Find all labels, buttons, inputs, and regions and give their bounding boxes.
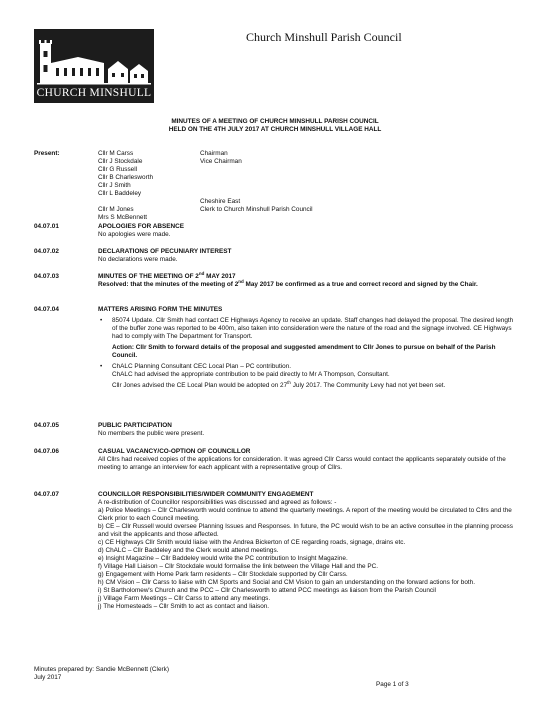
member-name: Cllr G Russell: [98, 166, 138, 173]
action-text: Action: Cllr Smith to forward details of the proposal and suggested amendment to Cllr Jones to pursue on behalf of the Parish Council.: [112, 344, 496, 359]
responsibility-line: e) Insight Magazine – Cllr Baddeley would write the PC contribution to Insight Magazine.: [98, 555, 348, 562]
responsibility-line: j) The Homesteads – Cllr Smith to act as contact and liaison.: [98, 603, 270, 610]
member-role: Chairman: [200, 150, 228, 157]
prepared-by: Minutes prepared by: Sandie McBennett (Clerk): [34, 666, 169, 673]
bullet-highways-update: • 85074 Update. Cllr Smith had contact CE Highways Agency to receive an update. Staff changes had delayed the proposal. The desired length of the buffer zone was reported to be 400m, also taken into consideration were the nature of the road and the signage involved. CE Highways had to comply with The Department for Transport.: [98, 317, 516, 341]
responsibility-line: b) CE – Cllr Russell would oversee Planning Issues and Responses. In future, the PC would wish to be an active consultee in the planning process and visit the applicants and those affected.: [98, 523, 513, 538]
item-number: 04.07.02: [34, 248, 59, 255]
present-label: Present:: [34, 150, 60, 157]
page-number: Page 1 of 3: [376, 681, 409, 688]
item-number: 04.07.03: [34, 273, 59, 280]
item-text: All Cllrs had received copies of the applications for consideration. It was agreed Cllr Carss would contact the applicants separately outside of the meeting to arrange an interview for each applicant with a representative group of Cllrs.: [98, 456, 506, 471]
member-name: Cllr J Smith: [98, 182, 131, 189]
item-text: No declarations were made.: [98, 256, 178, 263]
member-name: Cllr L Baddeley: [98, 190, 142, 197]
resolution-text: Resolved: that the minutes of the meeting of 2nd May 2017 be confirmed as a true and correct record and signed by the Chair.: [98, 278, 478, 288]
item-number: 04.07.01: [34, 223, 59, 230]
item-number: 04.07.05: [34, 422, 59, 429]
responsibility-line: d) ChALC – Cllr Baddeley and the Clerk would attend meetings.: [98, 547, 279, 554]
council-name: Church Minshull Parish Council: [246, 30, 402, 44]
item-heading: APOLOGIES FOR ABSENCE: [98, 223, 185, 230]
present-roles: [200, 150, 400, 214]
item-number: 04.07.07: [34, 491, 59, 498]
responsibility-line: i) St Bartholomew's Church and the PCC – Cllr Charlesworth to attend PCC meetings as liaison from the Parish Council: [98, 587, 436, 594]
member-role: Vice Chairman: [200, 158, 242, 165]
responsibility-line: g) Engagement with Home Park farm residents – Cllr Stockdale supported by Cllr Carss.: [98, 571, 348, 578]
footer: [34, 666, 169, 682]
title-line-1: MINUTES OF A MEETING OF CHURCH MINSHULL PARISH COUNCIL: [171, 118, 379, 125]
local-plan-more: Cllr Jones advised the CE Local Plan would be adopted on 27th July 2017. The Community Levy had not yet been set.: [112, 379, 446, 389]
logo-text: CHURCH MINSHULL: [36, 86, 152, 99]
member-name: Cllr B Charlesworth: [98, 174, 154, 181]
responsibility-line: c) CE Highways Cllr Smith would liaise with the Andrea Bickerton of CE regarding roads, signage, drains etc.: [98, 539, 406, 546]
item-text: No members the public were present.: [98, 430, 205, 437]
item-heading: MATTERS ARISING FORM THE MINUTES: [98, 306, 223, 313]
item-text: No apologies were made.: [98, 231, 171, 238]
other-role: Cheshire East: [200, 198, 241, 205]
other-role: Clerk to Church Minshull Parish Council: [200, 206, 313, 213]
other-name: Cllr M Jones: [98, 206, 134, 213]
minutes-title: [120, 118, 430, 134]
footer-date: July 2017: [34, 674, 62, 681]
church-minshull-logo: [34, 29, 154, 103]
responsibility-line: a) Police Meetings – Cllr Charlesworth would continue to attend the quarterly meetings. A report of the meeting would be circulated to Cllrs and the Clerk prior to each Council meeting.: [98, 507, 512, 522]
title-line-2: HELD ON THE 4TH JULY 2017 AT CHURCH MINSHULL VILLAGE HALL: [168, 126, 382, 133]
responsibility-line: h) CM Vision – Cllr Carss to liaise with CM Sports and Social and CM Vision to gain an understanding on the forward actions for both.: [98, 579, 475, 586]
item-number: 04.07.06: [34, 448, 59, 455]
other-name: Mrs S McBennett: [98, 214, 148, 221]
local-plan-text: ChALC had advised the appropriate contribution to be paid directly to Mr A Thompson, Consultant.: [112, 371, 390, 378]
member-name: Cllr J Stockdale: [98, 158, 143, 165]
member-name: Cllr M Carss: [98, 150, 134, 157]
responsibility-line: j) Village Farm Meetings – Cllr Carss to attend any meetings.: [98, 595, 271, 602]
responsibility-line: f) Village Hall Liaison – Cllr Stockdale would formalise the link between the Village Hall and the PC.: [98, 563, 379, 570]
item-heading: COUNCILLOR RESPONSIBILITIES/WIDER COMMUNITY ENGAGEMENT: [98, 491, 314, 498]
item-number: 04.07.04: [34, 306, 59, 313]
present-names: [98, 150, 198, 222]
item-heading: MINUTES OF THE MEETING OF 2nd MAY 2017: [98, 270, 236, 280]
item-heading: CASUAL VACANCY/CO-OPTION OF COUNCILLOR: [98, 448, 251, 455]
item-heading: PUBLIC PARTICIPATION: [98, 422, 172, 429]
item-heading: DECLARATIONS OF PECUNIARY INTEREST: [98, 248, 232, 255]
item-intro: A re-distribution of Councillor responsibilities was discussed and agreed as follows: -: [98, 499, 337, 506]
bullet-local-plan: • ChALC Planning Consultant CEC Local Plan – PC contribution.: [98, 363, 516, 371]
